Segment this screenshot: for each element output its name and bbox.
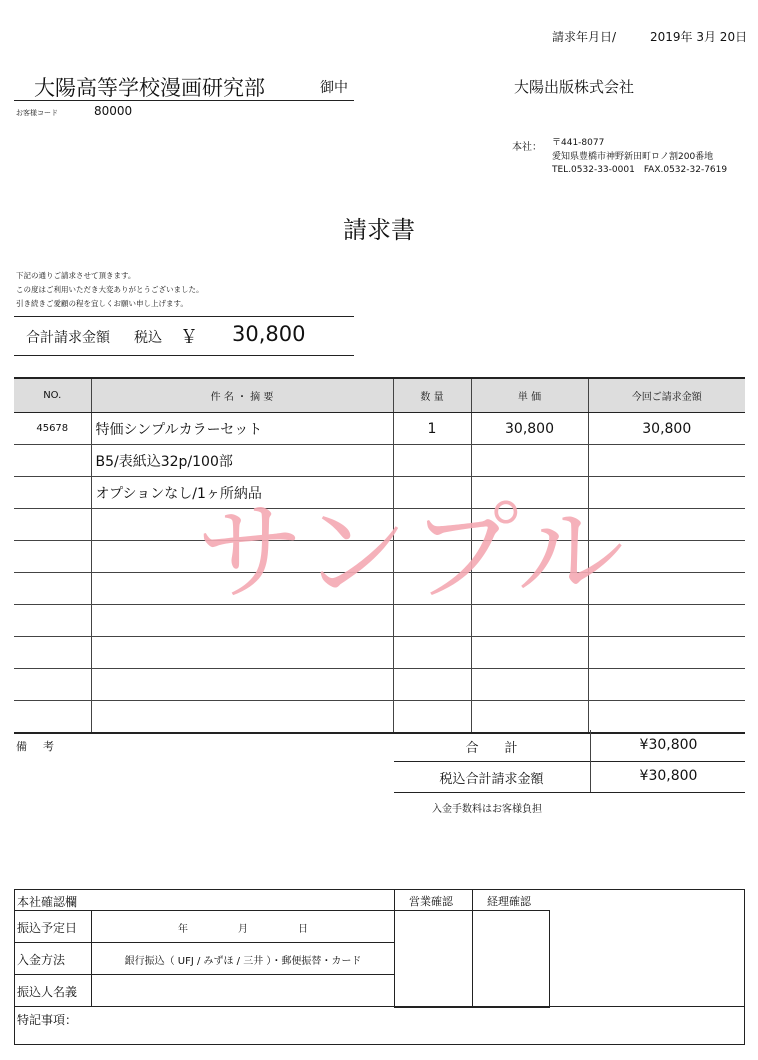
remarks-label: 備考: [16, 740, 70, 753]
phone-fax: TEL.0532-33-0001 FAX.0532-32-7619: [552, 165, 728, 175]
column-header-item: 件 名 ・ 摘 要: [91, 378, 393, 413]
special-notes: [15, 1006, 744, 1047]
row-amount-cell: [588, 445, 745, 477]
row-no-cell: [14, 669, 91, 701]
row-price-cell: [471, 445, 588, 477]
grand-total-value: ¥30,800: [590, 761, 746, 792]
row-qty-cell: [393, 509, 471, 541]
confirm-row-payment-method: [15, 942, 394, 974]
currency-symbol: ￥: [180, 327, 198, 348]
total-label: 合計請求金額: [26, 330, 110, 346]
billing-date-value: 2019年 3月 20日: [650, 30, 748, 44]
row-item-cell: [91, 701, 393, 734]
grand-total-label: 税込合計請求金額: [439, 772, 544, 787]
row-qty-cell: [393, 573, 471, 605]
table-header-row: [14, 378, 745, 413]
headquarters-confirmation-box: [14, 889, 745, 1045]
document-title: 請求書: [343, 216, 415, 244]
billing-date-label: 請求年月日/: [552, 30, 617, 44]
row-no-cell: [14, 701, 91, 734]
row-item-cell: [91, 541, 393, 573]
row-no-cell: [14, 477, 91, 509]
table-row: [14, 637, 745, 669]
line-items-table: [14, 377, 745, 734]
intro-text: [16, 269, 204, 311]
row-qty-cell: [393, 541, 471, 573]
row-no-cell: [14, 509, 91, 541]
row-amount-cell: [588, 573, 745, 605]
column-header-qty: 数 量: [393, 378, 471, 413]
row-amount-cell: [588, 701, 745, 734]
recipient-name: 大陽高等学校漫画研究部: [34, 76, 265, 100]
intro-line: この度はご利用いただき大変ありがとうございました。: [16, 285, 204, 294]
row-no-cell: [14, 573, 91, 605]
row-amount-cell: [588, 637, 745, 669]
sales-confirm-label: 営業確認: [409, 895, 453, 908]
row-amount-cell: [588, 541, 745, 573]
row-price-cell: [471, 605, 588, 637]
street-address: 愛知県豊橋市神野新田町ロノ割200番地: [552, 151, 714, 162]
row-amount-cell: 30,800: [588, 413, 745, 445]
row-price-cell: [471, 669, 588, 701]
row-qty-cell: [393, 445, 471, 477]
row-item-cell: [91, 605, 393, 637]
row-no-cell: 45678: [14, 413, 91, 445]
row-item-cell: オプションなし/1ヶ所納品: [91, 477, 393, 509]
row-price-cell: [471, 637, 588, 669]
fee-note: 入金手数料はお客様負担: [432, 804, 542, 815]
table-row: [14, 605, 745, 637]
row-item-cell: [91, 637, 393, 669]
intro-line: 引き続きご愛顧の程を宜しくお願い申し上げます。: [16, 299, 188, 308]
confirm-row-transfer-date: [15, 910, 394, 942]
postal-code: 〒441-8077: [552, 138, 605, 148]
row-amount-cell: [588, 509, 745, 541]
confirm-row-value: 銀行振込（ UFJ / みずほ / 三井 ）・郵便振替・カード: [124, 956, 362, 967]
row-qty-cell: 1: [393, 413, 471, 445]
row-no-cell: [14, 541, 91, 573]
row-price-cell: [471, 573, 588, 605]
table-row: [14, 413, 745, 445]
tax-included-label: 税込: [134, 330, 162, 346]
sales-stamp-box: [394, 910, 472, 1008]
issuer-name: 大陽出版株式会社: [514, 78, 635, 96]
accounting-stamp-box: [472, 910, 550, 1008]
intro-line: 下記の通りご請求させて頂きます。: [16, 271, 136, 280]
table-row: [14, 445, 745, 477]
subtotal-label: 合 計: [465, 741, 518, 756]
row-price-cell: [471, 541, 588, 573]
confirm-row-key: 入金方法: [17, 953, 66, 967]
confirmation-heading: 本社確認欄: [17, 895, 78, 909]
table-row: [14, 541, 745, 573]
confirm-row-payer-name: [15, 974, 394, 1006]
row-item-cell: [91, 669, 393, 701]
subtotal-value: ¥30,800: [590, 730, 746, 761]
recipient-honorific: 御中: [320, 80, 348, 96]
table-row: [14, 701, 745, 734]
total-amount-value: 30,800: [232, 322, 306, 346]
row-amount-cell: [588, 605, 745, 637]
row-qty-cell: [393, 637, 471, 669]
row-no-cell: [14, 637, 91, 669]
customer-code-value: 80000: [94, 104, 133, 118]
headquarters-label: 本社：: [512, 142, 542, 153]
row-item-cell: [91, 573, 393, 605]
confirm-row-key: 振込予定日: [17, 921, 78, 935]
accounting-confirm-label: 経理確認: [487, 895, 531, 908]
table-row: [14, 509, 745, 541]
row-no-cell: [14, 445, 91, 477]
row-price-cell: [471, 477, 588, 509]
row-qty-cell: [393, 477, 471, 509]
table-row: [14, 573, 745, 605]
row-amount-cell: [588, 477, 745, 509]
row-item-cell: 特価シンプルカラーセット: [91, 413, 393, 445]
row-qty-cell: [393, 605, 471, 637]
table-row: [14, 669, 745, 701]
grand-total-row: [394, 761, 745, 793]
row-amount-cell: [588, 669, 745, 701]
column-header-no: NO.: [14, 378, 91, 413]
column-header-amount: 今回ご請求金額: [588, 378, 745, 413]
table-row: [14, 477, 745, 509]
row-price-cell: [471, 701, 588, 734]
column-header-price: 単 価: [471, 378, 588, 413]
confirm-row-key: 振込人名義: [17, 985, 78, 999]
row-qty-cell: [393, 669, 471, 701]
subtotal-row: [394, 730, 745, 762]
recipient-block: [14, 70, 354, 101]
customer-code-label: お客様コード: [16, 109, 58, 117]
row-price-cell: [471, 509, 588, 541]
special-notes-label: 特記事項：: [17, 1013, 78, 1027]
row-item-cell: B5/表紙込32p/100部: [91, 445, 393, 477]
row-item-cell: [91, 509, 393, 541]
headquarters-address: [552, 137, 727, 178]
total-amount-box: [14, 316, 354, 356]
sample-watermark: サンプル: [196, 491, 627, 616]
row-no-cell: [14, 605, 91, 637]
confirm-row-value: 年 月 日: [178, 924, 308, 935]
row-qty-cell: [393, 701, 471, 734]
row-price-cell: 30,800: [471, 413, 588, 445]
